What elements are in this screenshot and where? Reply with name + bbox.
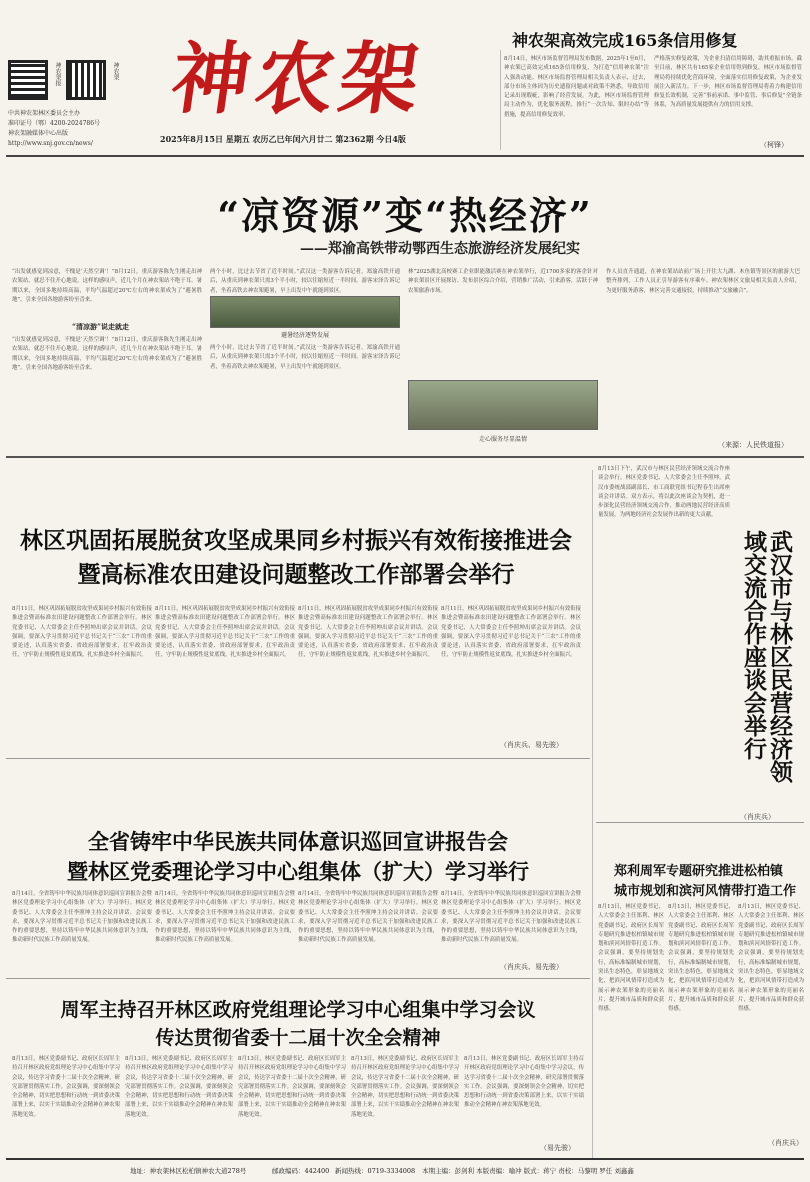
masthead-url[interactable]: http://www.snj.gov.cn/news/	[8, 140, 93, 147]
side2-col1: 8月13日，林区党委书记、人大常委会主任郑利、林区党委副书记、政府区长周军专题研究推进松柏镇城市规划和滨河风情带打造工作。会议强调，要坚持规划先行，高标准编制城市规划，突出生态特色，彰显地域文化，把滨河风情带打造成为展示神农架形象的亮丽名片，提升城市品质和群众获得感。	[598, 904, 664, 1013]
footer-address: 地址：神农架林区松柏镇神农大道278号	[130, 1167, 247, 1175]
story3-col4: 8月14日，全省铸牢中华民族共同体意识巡回宣讲报告会暨林区党委理论学习中心组集体（扩大）学习举行。林区党委书记、人大常委会主任李照坤主持会议并讲话。会议要求，要深入学习贯彻习近平总书记关于加强和改进民族工作的重要思想，坚持以铸牢中华民族共同体意识为主线，推动新时代民族工作高质量发展。	[441, 891, 581, 944]
side2-headline-line1: 郑利周军专题研究推进松柏镇	[614, 864, 784, 879]
side2-col3: 8月13日，林区党委书记、人大常委会主任郑利、林区党委副书记、政府区长周军专题研究推进松柏镇城市规划和滨河风情带打造工作。会议强调，要坚持规划先行，高标准编制城市规划，突出生态特色，彰显地域文化，把滨河风情带打造成为展示神农架形象的亮丽名片，提升城市品质和群众获得感。	[738, 904, 804, 1013]
feature-col2b: 两个小时，比过去节省了近半时间。”武汉这一类游客告诉记者，郑渝高铁开通后，从重庆到神农架只需3个半小时，较以往缩短近一半时间。游客宋泽告诉记者，坐着高铁去神农架避暑，早上出发中午就能到景区。	[210, 345, 400, 370]
story4-headline-line1: 周军主持召开林区政府党组理论学习中心组集中学习会议	[60, 999, 536, 1021]
story4-headline-line2: 传达贯彻省委十二届十次全会精神	[155, 1027, 441, 1049]
feature-col1b: “出发就感觉到凉意，不愧是‘天然空调’！”8月12日，重庆游客陈先生刚走出神农架站，就忍不住开心地说。这样的感叹声，近几个月在神农架站不绝于耳。暑期以来，全国多地持续高温，平均气温超过20℃左右的神农架成为了“避暑胜地”，引来全国各地游客纷至沓来。	[12, 337, 202, 371]
feature-byline: （来源：人民铁道报）	[718, 441, 788, 449]
feature-col3: 林”2025湖北高校赛工企业职能激活赛在神农架举行，近1700多家的客企针对神农架景区开展探访、发布景区综合介绍，营销推广活动，引来游客，活跃于神农架旅游市场。	[408, 269, 598, 294]
side1-text: 8月13日下午，武汉市与林区民营经济领域交流合作座谈会举行。林区党委书记、人大常委会主任李照坤，武汉市委统战部副部长、市工商联党组书记程春生出席座谈会并讲话。双方表示，将以此次座谈会为契机，进一步深化民营经济领域交流合作，推动两地民营经济高质量发展，为两地经济社会发展作出新的更大贡献。	[598, 466, 730, 519]
story3-col2: 8月14日，全省铸牢中华民族共同体意识巡回宣讲报告会暨林区党委理论学习中心组集体（扩大）学习举行。林区党委书记、人大常委会主任李照坤主持会议并讲话。会议要求，要深入学习贯彻习近平总书记关于加强和改进民族工作的重要思想，坚持以铸牢中华民族共同体意识为主线，推动新时代民族工作高质量发展。	[155, 891, 295, 944]
story3-headline-line2: 暨林区党委理论学习中心组集体（扩大）学习举行	[67, 859, 529, 884]
side2-byline: （肖庆兵）	[768, 1139, 803, 1147]
story3-col1: 8月14日，全省铸牢中华民族共同体意识巡回宣讲报告会暨林区党委理论学习中心组集体（扩大）学习举行。林区党委书记、人大常委会主任李照坤主持会议并讲话。会议要求，要深入学习贯彻习近平总书记关于加强和改进民族工作的重要思想，坚持以铸牢中华民族共同体意识为主线，推动新时代民族工作高质量发展。	[12, 891, 152, 944]
side1-headline: 武汉市与林区民营经济领域交流合作座谈会举行	[740, 530, 793, 783]
feature-section-2: 避暑经济逐势发展	[280, 332, 329, 339]
feature-col4: 作人员直升通道，在神农架站站前广场上开往大九湖、木鱼镇等景区的旅游大巴整齐排列，工作人员正引导游客有序乘车。神农架林区文旅局相关负责人介绍，为更好服务游客，林区完善交通接驳，持续推动“交旅融合”。	[606, 269, 800, 294]
story4-col5: 8月13日，林区党委副书记、政府区长周军主持召开林区政府党组理论学习中心组集中学习会议，传达学习省委十二届十次全会精神，研究部署贯彻落实工作。会议强调，要深刻领会全会精神，切实把思想和行动统一到省委决策部署上来，以实干实绩推动全会精神在神农架落地见效。	[464, 1056, 584, 1109]
feature-headline: “凉资源”变“热经济”	[217, 193, 593, 238]
side2-col2: 8月13日，林区党委书记、人大常委会主任郑利、林区党委副书记、政府区长周军专题研究推进松柏镇城市规划和滨河风情带打造工作。会议强调，要坚持规划先行，高标准编制城市规划，突出生态特色，彰显地域文化，把滨河风情带打造成为展示神农架形象的亮丽名片，提升城市品质和群众获得感。	[668, 904, 734, 1013]
story4-byline: （易先骏）	[540, 1144, 575, 1152]
qr-code-2	[66, 60, 106, 100]
feature-col2: 两个小时，比过去节省了近半时间。”武汉这一类游客告诉记者，郑渝高铁开通后，从重庆到神农架只需3个半小时，较以往缩短近一半时间。游客宋泽告诉记者，坐着高铁去神农架避暑，早上出发中午就能到景区。	[210, 269, 400, 294]
masthead-sponsor: 神农架融媒体中心出版	[8, 130, 69, 137]
side1-byline: （肖庆兵）	[740, 813, 775, 821]
story4-col2: 8月13日，林区党委副书记、政府区长周军主持召开林区政府党组理论学习中心组集中学习会议，传达学习省委十二届十次全会精神，研究部署贯彻落实工作。会议强调，要深刻领会全会精神，切实把思想和行动统一到省委决策部署上来，以实干实绩推动全会精神在神农架落地见效。	[125, 1056, 233, 1118]
top-story-col1: 8月14日，林区市场监督管理局发布数据，2025年1至6月，神农架已高效完成165条信用修复，为打造“信用神农架”注入强劲动能。林区市场监督管理局相关负责人表示，过去，部分市场主体因为历史遗留问题或对政策不熟悉，导致信用记录出现瑕疵，影响了经营发展。为此，林区市场监督管理局主动作为，优化服务流程，推行“一次告知、限时办结”等措施，提高信用修复效率。	[504, 56, 649, 118]
top-story-headline: 神农架高效完成165条信用修复	[512, 31, 738, 50]
story2-headline-line2: 暨高标准农田建设问题整改工作部署会举行	[77, 561, 515, 588]
story2-headline-line1: 林区巩固拓展脱贫攻坚成果同乡村振兴有效衔接推进会	[20, 527, 572, 554]
feature-photo-1	[210, 296, 400, 328]
footer-phone: 新闻热线：0719-3334008	[335, 1167, 416, 1175]
story3-byline: （肖庆兵、易先骏）	[500, 963, 563, 971]
qr-label-1: 神农架报	[54, 62, 61, 86]
masthead-cn: 准印证号（鄂）4200-2024786号	[8, 120, 101, 127]
story2-col4: 8月11日，林区巩固拓展脱贫攻坚成果同乡村振兴有效衔接推进会暨高标准农田建设问题整改工作部署会举行。林区党委书记、人大常委会主任李照坤出席会议并讲话。会议强调，要深入学习贯彻习近平总书记关于“三农”工作的重要论述，认真落实省委、省政府部署要求，扛牢政治责任，守牢防止规模性返贫底线，扎实推进乡村全面振兴。	[441, 606, 581, 659]
feature-photo-2	[408, 380, 598, 430]
story2-col2: 8月11日，林区巩固拓展脱贫攻坚成果同乡村振兴有效衔接推进会暨高标准农田建设问题整改工作部署会举行。林区党委书记、人大常委会主任李照坤出席会议并讲话。会议强调，要深入学习贯彻习近平总书记关于“三农”工作的重要论述，认真落实省委、省政府部署要求，扛牢政治责任，守牢防止规模性返贫底线，扎实推进乡村全面振兴。	[155, 606, 295, 659]
feature-section-3: 走心服务尽显温情	[478, 436, 527, 443]
story3-col3: 8月14日，全省铸牢中华民族共同体意识巡回宣讲报告会暨林区党委理论学习中心组集体（扩大）学习举行。林区党委书记、人大常委会主任李照坤主持会议并讲话。会议要求，要深入学习贯彻习近平总书记关于加强和改进民族工作的重要思想，坚持以铸牢中华民族共同体意识为主线，推动新时代民族工作高质量发展。	[298, 891, 438, 944]
story2-col1: 8月11日，林区巩固拓展脱贫攻坚成果同乡村振兴有效衔接推进会暨高标准农田建设问题整改工作部署会举行。林区党委书记、人大常委会主任李照坤出席会议并讲话。会议强调，要深入学习贯彻习近平总书记关于“三农”工作的重要论述，认真落实省委、省政府部署要求，扛牢政治责任，守牢防止规模性返贫底线，扎实推进乡村全面振兴。	[12, 606, 152, 659]
story4-col3: 8月13日，林区党委副书记、政府区长周军主持召开林区政府党组理论学习中心组集中学习会议，传达学习省委十二届十次全会精神，研究部署贯彻落实工作。会议强调，要深刻领会全会精神，切实把思想和行动统一到省委决策部署上来，以实干实绩推动全会精神在神农架落地见效。	[238, 1056, 346, 1118]
story2-col3: 8月11日，林区巩固拓展脱贫攻坚成果同乡村振兴有效衔接推进会暨高标准农田建设问题整改工作部署会举行。林区党委书记、人大常委会主任李照坤出席会议并讲话。会议强调，要深入学习贯彻习近平总书记关于“三农”工作的重要论述，认真落实省委、省政府部署要求，扛牢政治责任，守牢防止规模性返贫底线，扎实推进乡村全面振兴。	[298, 606, 438, 659]
story4-col4: 8月13日，林区党委副书记、政府区长周军主持召开林区政府党组理论学习中心组集中学习会议，传达学习省委十二届十次全会精神，研究部署贯彻落实工作。会议强调，要深刻领会全会精神，切实把思想和行动统一到省委决策部署上来，以实干实绩推动全会精神在神农架落地见效。	[351, 1056, 459, 1118]
masthead-org: 中共神农架林区委员会主办	[8, 110, 81, 117]
story2-byline: （肖庆兵、易先骏）	[500, 741, 563, 749]
qr-code-1	[8, 60, 48, 100]
feature-col1: “出发就感觉到凉意，不愧是‘天然空调’！”8月12日，重庆游客陈先生刚走出神农架站，就忍不住开心地说。这样的感叹声，近几个月在神农架站不绝于耳。暑期以来，全国多地持续高温，平均气温超过20℃左右的神农架成为了“避暑胜地”，引来全国各地游客纷至沓来。	[12, 269, 202, 303]
feature-section-1: “清凉游”说走就走	[72, 322, 130, 331]
masthead-title: 神农架	[165, 34, 431, 125]
top-story-byline: （柯锋）	[760, 141, 788, 149]
footer-editors: 本期主编：彭剑利 本版责编：喻冲 版式：蒋宁 责校：马黎明 罗任 刘鑫鑫	[422, 1167, 634, 1175]
issue-date-line: 2025年8月15日 星期五 农历乙巳年闰六月廿二 第2362期 今日4版	[160, 134, 406, 144]
side2-headline-line2: 城市规划和滨河风情带打造工作	[614, 884, 797, 899]
story3-headline-line1: 全省铸牢中华民族共同体意识巡回宣讲报告会	[88, 829, 508, 854]
top-story-col2: 严格落实修复政策，为企业扫清信用障碍，助其重振市场。截至目前，林区共有165家企业信用得到修复。林区市场监督管理局将持续优化营商环境，全面落实信用修复政策，为企业发展注入新活力。下一步，林区市场监督管理局将着力构建信用修复长效机制，完善“事前承诺、事中监管、事后修复”全链条体系，为高质量发展提供有力的信用支撑。	[654, 56, 802, 109]
feature-subtitle: ——郑渝高铁带动鄂西生态旅游经济发展纪实	[300, 241, 580, 257]
footer-postcode: 邮政编码：442400	[272, 1167, 330, 1175]
story4-col1: 8月13日，林区党委副书记、政府区长周军主持召开林区政府党组理论学习中心组集中学习会议，传达学习省委十二届十次全会精神，研究部署贯彻落实工作。会议强调，要深刻领会全会精神，切实把思想和行动统一到省委决策部署上来，以实干实绩推动全会精神在神农架落地见效。	[12, 1056, 120, 1118]
qr-label-2: 神农架	[112, 62, 119, 80]
